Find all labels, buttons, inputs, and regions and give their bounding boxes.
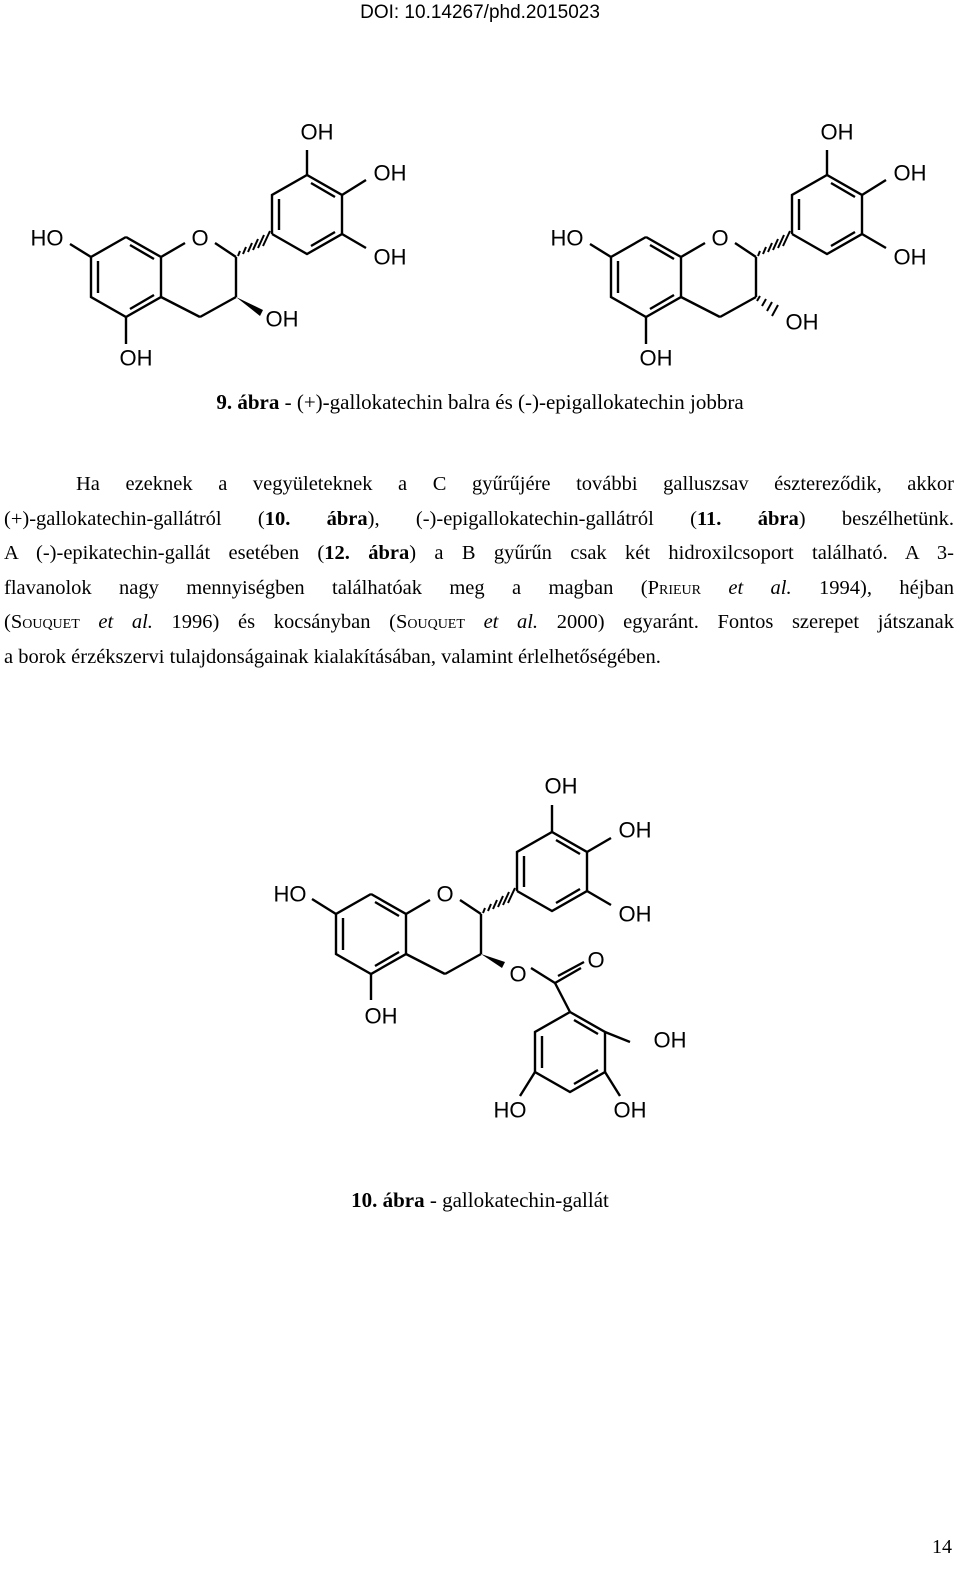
ring-oxygen-label: O	[436, 881, 454, 907]
figure-9-number: 9. ábra	[216, 390, 280, 414]
paragraph-line: a borok érzékszervi tulajdonságainak kialakításában, valamint érlelhetőségében.	[4, 645, 661, 668]
oh-label: OH	[119, 345, 153, 371]
oh-label: OH	[653, 1027, 687, 1053]
ho-label: HO	[493, 1097, 527, 1123]
ring-oxygen-label: O	[711, 225, 729, 251]
body-paragraph	[4, 467, 954, 674]
oh-label: OH	[613, 1097, 647, 1123]
oh-label: OH	[364, 1003, 398, 1029]
oh-label: OH	[373, 244, 407, 270]
paragraph-line: Ha ezeknek a vegyületeknek a C gyűrűjére további galluszsav észtereződik, akkor	[76, 473, 954, 495]
figure-9-caption	[0, 390, 960, 415]
figure-ref[interactable]: 12. ábra	[324, 542, 410, 564]
oh-label: OH	[820, 119, 854, 145]
figure-10-caption-text: - gallokatechin-gallát	[424, 1188, 609, 1212]
oh-label: OH	[618, 817, 652, 843]
oh-label: OH	[893, 160, 927, 186]
oh-label: OH	[893, 244, 927, 270]
figure-10-number: 10. ábra	[351, 1188, 425, 1212]
oh-label: OH	[265, 306, 299, 332]
ester-oxygen-label: O	[509, 961, 527, 987]
citation-author: Prieur	[647, 576, 702, 599]
ho-label: HO	[273, 881, 307, 907]
doi-header: DOI: 10.14267/phd.2015023	[360, 2, 600, 23]
paragraph-line: A (-)-epikatechin-gallát esetében (12. ábra) a B gyűrűn csak két hidroxilcsoport található. A 3-	[4, 542, 955, 564]
structure-gallocatechin-gallate	[200, 750, 760, 1180]
paragraph-line: (Souquet et al. 1996) és kocsányban (Souquet et al. 2000) egyaránt. Fontos szerepet játszanak	[4, 611, 954, 633]
figure-10-caption	[0, 1188, 960, 1213]
carbonyl-oxygen-label: O	[587, 947, 605, 973]
figure-ref[interactable]: 11. ábra	[696, 507, 799, 530]
figure-ref[interactable]: 10. ábra	[264, 507, 368, 530]
ring-oxygen-label: O	[191, 225, 209, 251]
structure-epigallocatechin	[520, 100, 960, 380]
figure-9-caption-text: - (+)-gallokatechin balra és (-)-epigallokatechin jobbra	[279, 390, 744, 414]
ho-label: HO	[30, 225, 64, 251]
citation-author: Souquet	[10, 611, 80, 633]
oh-label: OH	[300, 119, 334, 145]
structure-gallocatechin	[0, 100, 480, 380]
oh-label: OH	[373, 160, 407, 186]
page-number: 14	[932, 1536, 952, 1558]
oh-label: OH	[618, 901, 652, 927]
paragraph-line: (+)-gallokatechin-gallátról (10. ábra), (-)-epigallokatechin-gallátról (11. ábra) beszélhetünk.	[4, 507, 954, 530]
citation-author: Souquet	[395, 611, 465, 633]
paragraph-line: flavanolok nagy mennyiségben találhatóak meg a magban (Prieur et al. 1994), héjban	[4, 576, 954, 599]
ho-label: HO	[550, 225, 584, 251]
oh-label: OH	[544, 773, 578, 799]
oh-label: OH	[639, 345, 673, 371]
oh-label: OH	[785, 309, 819, 335]
